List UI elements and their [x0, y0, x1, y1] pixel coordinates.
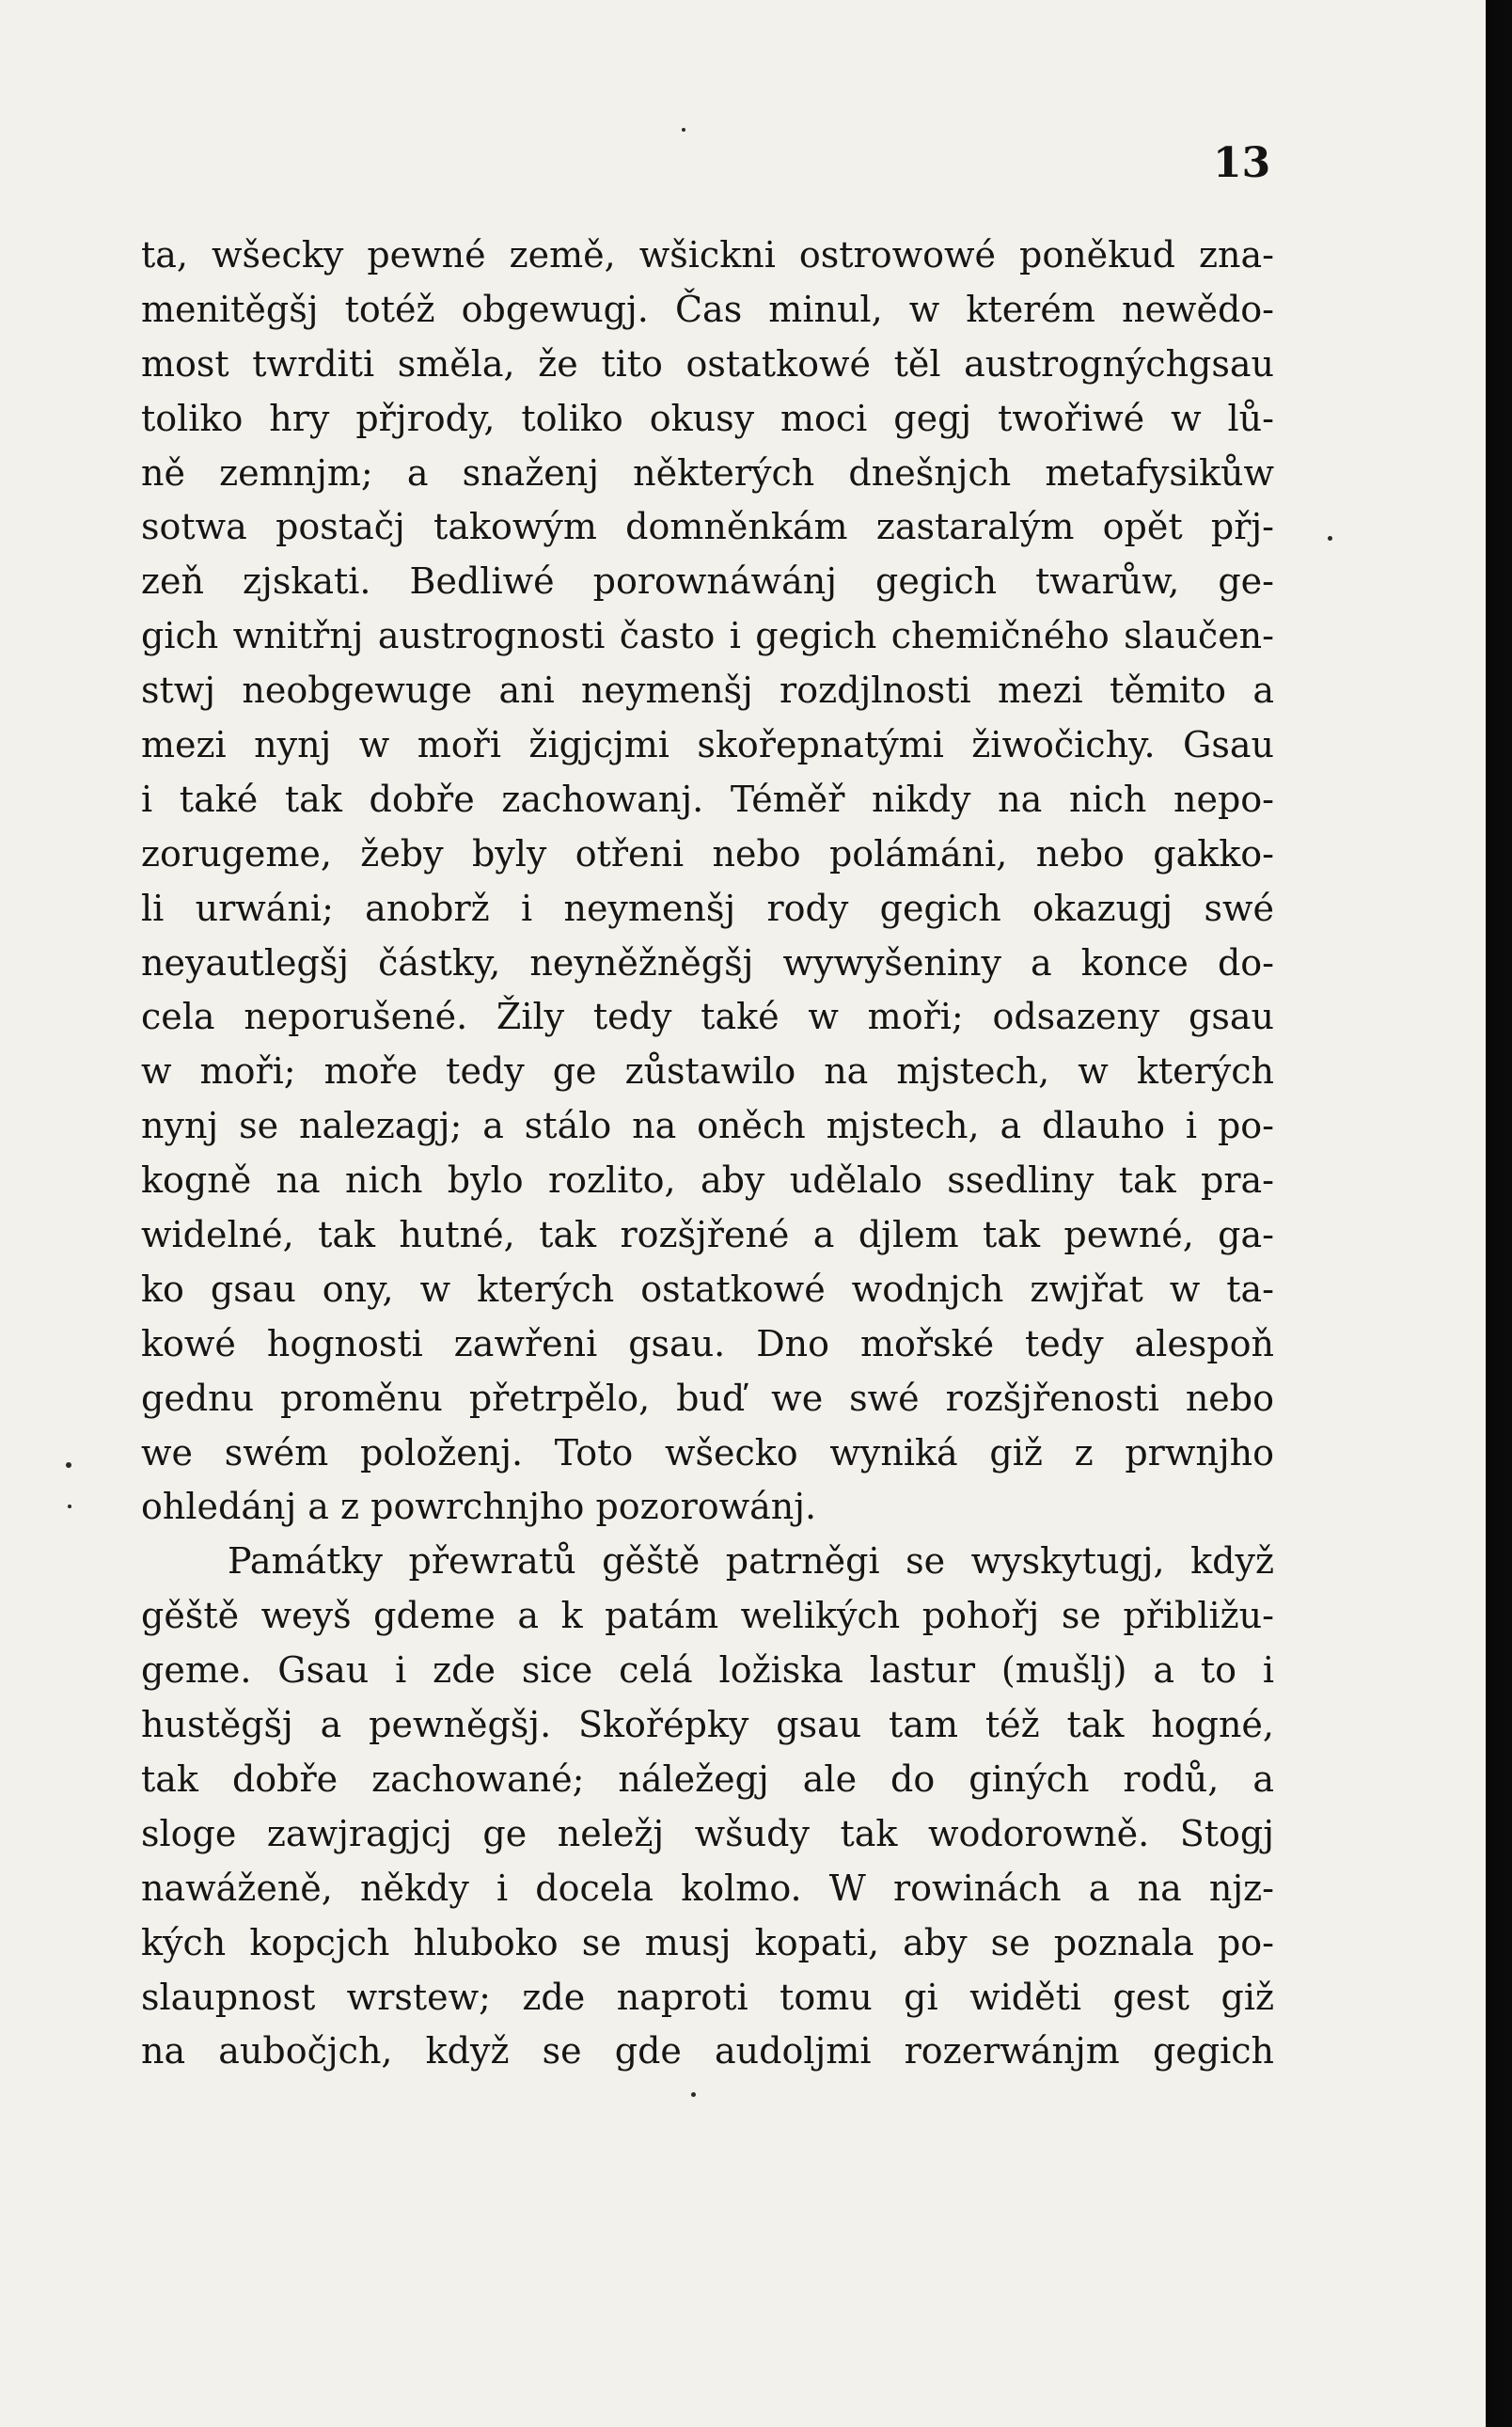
text-line: i také tak dobře zachowanj. Téměř nikdy na nich nepo- — [141, 778, 1274, 820]
text-line: geme. Gsau i zde sice celá ložiska lastur (mušlj) a to i — [141, 1649, 1274, 1692]
text-line: widelné, tak hutné, tak rozšjřené a djlem tak pewné, ga- — [141, 1214, 1274, 1256]
text-line: ko gsau ony, w kterých ostatkowé wodnjch zwjřat w ta- — [141, 1268, 1274, 1310]
paragraph-2 — [141, 1535, 1274, 2079]
text-line: most twrditi směla, že tito ostatkowé těl austrognýchgsau — [141, 342, 1274, 385]
text-line: gich wnitřnj austrognosti často i gegich chemičného slaučen- — [141, 615, 1274, 657]
text-line: gednu proměnu přetrpělo, buď we swé rozšjřenosti nebo — [141, 1377, 1274, 1419]
text-line: we swém položenj. Toto wšecko wyniká giž z prwnjho — [141, 1431, 1274, 1474]
text-line: hustěgšj a pewněgšj. Skořépky gsau tam též tak hogné, — [141, 1704, 1274, 1746]
text-line: kogně na nich bylo rozlito, aby udělalo ssedliny tak pra- — [141, 1159, 1274, 1202]
text-line: li urwáni; anobrž i neymenšj rody gegich okazugj swé — [141, 887, 1274, 929]
page-number: 13 — [1213, 139, 1271, 187]
text-line: kých kopcjch hluboko se musj kopati, aby se poznala po- — [141, 1921, 1274, 1963]
text-line: gěště weyš gdeme a k patám welikých pohořj se přibližu- — [141, 1595, 1274, 1637]
text-line: zeň zjskati. Bedliwé porownáwánj gegich twarůw, ge- — [141, 560, 1274, 603]
body-text — [141, 229, 1274, 2079]
text-line: ohledánj a z powrchnjho pozorowánj. — [141, 1486, 817, 1528]
text-line: zorugeme, žeby byly otřeni nebo polámáni, nebo gakko- — [141, 832, 1274, 875]
text-line: Památky přewratů gěště patrněgi se wyskytugj, když — [228, 1540, 1274, 1583]
scan-speck — [682, 128, 685, 132]
text-line: cela neporušené. Žily tedy také w moři; odsazeny gsau — [141, 996, 1274, 1038]
text-line: w moři; moře tedy ge zůstawilo na mjstech, w kterých — [141, 1050, 1274, 1093]
text-line: tak dobře zachowané; náležegj ale do giných rodů, a — [141, 1757, 1274, 1800]
text-line: neyautlegšj částky, neyněžněgšj wywyšeniny a konce do- — [141, 941, 1274, 984]
paragraph-1 — [141, 229, 1274, 1535]
text-line: sotwa postačj takowým domněnkám zastaralým opět přj- — [141, 506, 1274, 548]
text-line: nawáženě, někdy i docela kolmo. W rowinách a na njz- — [141, 1867, 1274, 1909]
text-line: slaupnost wrstew; zde naproti tomu gi widěti gest giž — [141, 1976, 1274, 2018]
text-line: ně zemnjm; a snaženj některých dnešnjch metafysikůw — [141, 451, 1274, 494]
scan-speck — [66, 1462, 71, 1468]
text-line: mezi nynj w moři žigjcjmi skořepnatými žiwočichy. Gsau — [141, 724, 1274, 766]
scan-speck — [691, 2092, 696, 2097]
scan-speck — [1328, 536, 1332, 541]
text-line: toliko hry přjrody, toliko okusy moci gegj twořiwé w lů- — [141, 397, 1274, 439]
text-line: stwj neobgewuge ani neymenšj rozdjlnosti mezi těmito a — [141, 670, 1274, 712]
text-line: menitěgšj totéž obgewugj. Čas minul, w kterém newědo- — [141, 288, 1274, 330]
text-line: ta, wšecky pewné země, wšickni ostrowowé poněkud zna- — [141, 234, 1274, 276]
text-line: nynj se nalezagj; a stálo na oněch mjstech, a dlauho i po- — [141, 1105, 1274, 1147]
text-line: kowé hognosti zawřeni gsau. Dno mořské tedy alespoň — [141, 1322, 1274, 1364]
text-line: na aubočjch, když se gde audoljmi rozerwánjm gegich — [141, 2030, 1274, 2072]
text-line: sloge zawjragjcj ge neležj wšudy tak wodorowně. Stogj — [141, 1812, 1274, 1854]
scan-speck — [68, 1505, 71, 1508]
